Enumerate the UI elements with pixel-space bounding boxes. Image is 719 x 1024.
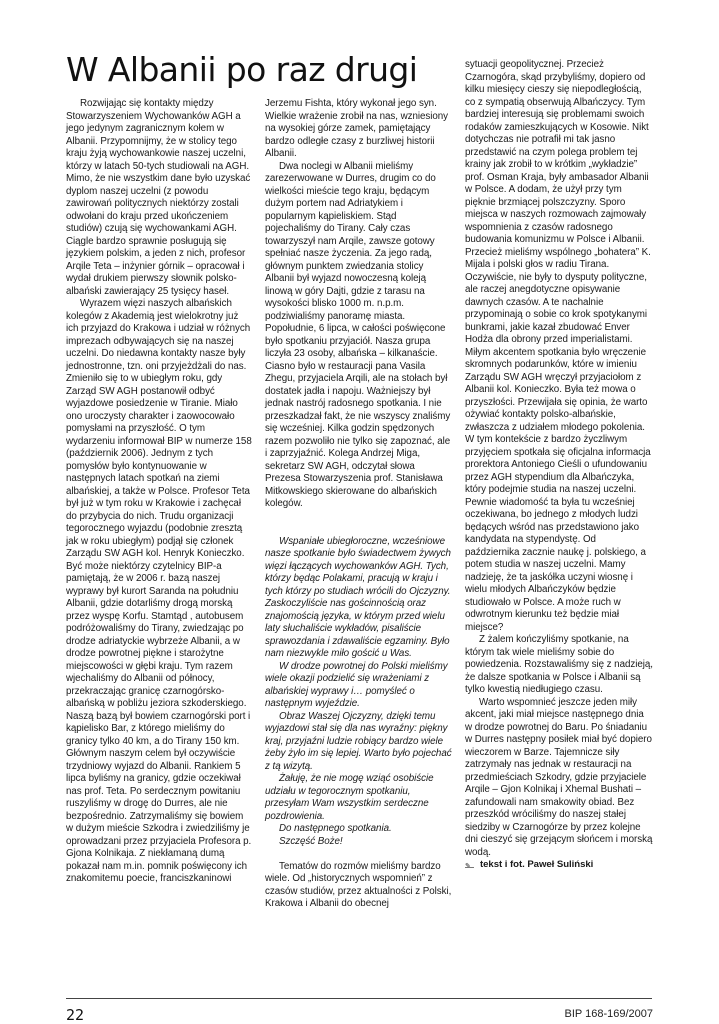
footer-issue: BIP 168-169/2007 [564, 1008, 653, 1020]
spacer [265, 511, 453, 524]
article-title: W Albanii po raz drugi [66, 50, 418, 89]
letter-closing: Szczęść Boże! [279, 835, 343, 847]
quoted-letter [265, 536, 453, 849]
paragraph: Dwa noclegi w Albanii mieliśmy zarezerwowane w Durres, drugim co do wielkości mieście tego kraju, będącym dużym portem nad Adriatykiem i popularnym kąpieliskiem. Stąd pojechaliśmy do Tirany. Cały czas towarzyszył nam Arqile, zawsze gotowy spełniać nasze życzenia. Za jego radą, głównym punktem zwiedzania stolicy Albanii był wyjazd nowoczesną koleją linową w góry Dajti, gdzie z tarasu na wysokości blisko 1000 m. n.p.m. podziwialiśmy panoramę miasta. Popołudnie, 6 lipca, w całości poświęcone było spotkaniu przyjaciół. Nasza grupa liczyła 23 osoby, albańska – kilkanaście. Ciasno było w restauracji pana Vasila Zhegu, przyjaciela Arqili, ale na stołach był dostatek jadła i napoju. Ważniejszy był jednak nastrój radosnego spotkania. I nie przeszkadzał fakt, że nie wszyscy znaliśmy się wcześniej. Kilka godzin spędzonych razem pozwoliło nie tylko się zapoznać, ale i zaprzyjaźnić. Kolega Andrzej Miga, sekretarz SW AGH, odczytał słowa Prezesa Stowarzyszenia prof. Stanisława Mitkowskiego skierowane do albańskich kolegów. [265, 160, 451, 509]
credit-text: tekst i fot. Paweł Suliński [480, 859, 594, 870]
article-column-3 [465, 59, 653, 872]
footer-rule [66, 998, 652, 999]
page-number: 22 [66, 1006, 85, 1024]
letter-closing: Do następnego spotkania. [279, 823, 392, 834]
paragraph: Rozwijając się kontakty między Stowarzyszeniem Wychowanków AGH a jego jedynym zagranicznym kołem w Albanii. Przypomnijmy, że w stolicy tego kraju żyją wychowankowie naszej uczelni, którzy w latach 50-tych studiowali na AGH. Mimo, że nie wszystkim dane było uzyskać dyplom naszej uczelni (z powodu zawirowań politycznych niektórzy zostali odwołani do kraju przed ukończeniem studiów) czują się wychowankami AGH. Ciągle bardzo sprawnie posługują się językiem polskim, a jeden z nich, profesor Arqile Teta – inżynier górnik – opracował i wydał drukiem pierwszy słownik polsko-albański zawierający 25 tysięcy haseł. [66, 98, 251, 297]
spacer [265, 523, 453, 536]
author-credit [465, 859, 653, 872]
paragraph: Tematów do rozmów mieliśmy bardzo wiele. Od „historycznych wspomnień” z czasów studiów, przez aktualności z Polski, Krakowa i Albanii do obecnej [265, 860, 452, 909]
paragraph: Wyrazem więzi naszych albańskich kolegów z Akademią jest wielokrotny już ich przyjazd do Krakowa i udział w różnych imprezach odbywających się na naszej uczelni. Do niedawna kontakty nasze były jednostronne, tzn. oni przyjeżdżali do nas. Zmieniło się to w ubiegłym roku, gdy Zarząd SW AGH postanowił odbyć wyjazdowe posiedzenie w Tiranie. Miało ono uroczysty charakter i zaowocowało pomysłami na przyszłość. O tym wydarzeniu informował BIP w numerze 158 (październik 2006). Jednym z tych pomysłów było kontynuowanie w następnych latach spotkań na ziemi albańskiej, a także w Polsce. Profesor Teta był już w tym roku w Krakowie i zachęcał do przybycia do nich. Trudu organizacji tegorocznego wyjazdu (podobnie zresztą jak w roku ubiegłym) podjął się członek Zarządu SW AGH kol. Henryk Konieczko. Być może niektórzy czytelnicy BIP-a pamiętają, że w 2006 r. bazą naszej wyprawy był kurort Saranda na południu Albanii, gdzie dotarliśmy drogą morską przez wyspę Korfu. Stamtąd , autobusem podróżowaliśmy do Tirany, zwiedzając po drodze adriatyckie wybrzeże Albanii, a w drodze powrotnej piękne i starożytne miejscowości w głębi kraju. Tym razem wjechaliśmy do Albanii od północy, przekraczając granicę czarnogórsko-albańską w pobliżu jeziora szkoderskiego. Naszą bazą był bowiem czarnogórski port i kąpielisko Bar, z którego mieliśmy do granicy tylko 40 km, a do Tirany 150 km. Głównym naszym celem był oczywiście trzydniowy wyjazd do Albanii. Rankiem 5 lipca byliśmy na granicy, gdzie oczekiwał nas prof. Teta. Po serdecznym powitaniu ruszyliśmy w drogę do Durres, ale nie bezpośrednio. Zatrzymaliśmy się bowiem w dużym mieście Szkodra i zwiedziliśmy je oprowadzani przez przyjaciela Profesora p. Gjona Kolnikaja. Z niekłamaną dumą pokazał nam m.in. pomnik poświęcony ich znakomitemu poecie, franciszkaninowi [66, 298, 252, 884]
paragraph: Warto wspomnieć jeszcze jeden miły akcent, jaki miał miejsce następnego dnia w drodze powrotnej do Baru. Po śniadaniu w Durres następny posiłek miał być dopiero wieczorem w Barze. Tajemnicze siły zatrzymały nas jednak w restauracji na przedmieściach Szkodry, gdzie przyjaciele Arqile – Gjon Kolnikaj i Xhemal Bushati – zafundowali nam smakowity obiad. Bez przeszkód wróciliśmy do naszej stałej siedziby w Czarnogórze by przez kolejne dni cieszyć się grzejącym słońcem i morską wodą. [465, 696, 653, 858]
paragraph: Z żalem kończyliśmy spotkanie, na którym tak wiele mieliśmy sobie do powiedzenia. Rozstawaliśmy się z nadzieją, że dalsze spotkania w Polsce i Albanii są tylko kwestią niedługiego czasu. [465, 634, 653, 695]
pen-icon: ✎ [465, 861, 474, 868]
article-column-2 [265, 98, 453, 911]
paragraph: sytuacji geopolitycznej. Przecież Czarnogóra, skąd przybyliśmy, dopiero od kilku miesięcy cieszy się niepodległością, co z sympatią obserwują Albańczycy. Tym bardziej interesują się problemami swoich rodaków zamieszkujących w Kosowie. Nikt dotychczas nie potrafił mi tak jasno przedstawić na czym polega problem tej krainy jak zrobił to w krótkim „wykładzie” prof. Osman Kraja, były ambasador Albanii w Polsce. A dodam, że użył przy tym pięknie brzmiącej polszczyzny. Sporo miejsca w naszych rozmowach zajmowały wspomnienia z czasów radosnego budowania komunizmu w Polsce i Albanii. Przecież mieliśmy wspólnego „bohatera” K. Mijala i polski głos w radiu Tirana. Oczywiście, nie były to dysputy polityczne, ale raczej anegdotyczne opisywanie dawnych czasów. A te nachalnie przypominają o sobie co krok spotykanymi bunkrami, jakie kazał zbudować Enver Hodża dla obrony przed imperialistami. Miłym akcentem spotkania było wręczenie skromnych podarunków, które w imieniu Zarządu SW AGH wręczył przyjaciołom z Albanii kol. Konieczko. Była też mowa o przyszłości. Przewijała się opinia, że warto ożywiać kontakty polsko-albańskie, zwłaszcza z udziałem młodego pokolenia. W tym kontekście z bardzo życzliwym przyjęciem spotkała się oficjalna informacja prorektora Antoniego Cieśli o ufundowaniu przez AGH stypendium dla Albańczyka, który podejmie studia na naszej uczelni. Pewnie wiadomość ta była tu wcześniej oczekiwana, bo jednego z młodych ludzi będących wśród nas przedstawiono jako kandydata na stypendystę. Od października zacznie naukę j. polskiego, a potem studia w naszej uczelni. Mamy nadzieję, że ta jaskółka uczyni wiosnę i wielu młodych Albańczyków będzie studiowało w Polsce. A może ruch w odwrotnym kierunku też będzie miał miejsce? [465, 59, 651, 633]
article-column-1 [66, 98, 252, 886]
letter-paragraph: Obraz Waszej Ojczyzny, dzięki temu wyjazdowi stał się dla nas wyraźny: piękny kraj, przyjaźni ludzie robiący bardzo wiele żeby żyło im się lepiej. Warto było pojechać z tą wizytą. [265, 710, 452, 772]
letter-paragraph: W drodze powrotnej do Polski mieliśmy wiele okazji podzielić się wrażeniami z albańskiej wyprawy i… pomyśleć o następnym wyjeździe. [265, 660, 448, 709]
paragraph: Jerzemu Fishta, który wykonał jego syn. Wielkie wrażenie zrobił na nas, wzniesiony na wysokiej górze zamek, pamiętający bardzo odległe czasy z burzliwej historii Albanii. [265, 98, 449, 159]
letter-paragraph: Żałuję, że nie mogę wziąć osobiście udziału w tegorocznym spotkaniu, przesyłam Wam wszystkim serdeczne pozdrowienia. [265, 773, 434, 822]
spacer [265, 848, 453, 861]
letter-paragraph: Wspaniałe ubiegłoroczne, wcześniowe nasze spotkanie było świadectwem żywych więzi łączących wychowanków AGH. Tych, którzy będąc Polakami, pracują w kraju i tych którzy po studiach wrócili do Ojczyzny. Zaskoczyliście nas gościnnością oraz znajomością języka, w którym przed wielu laty słuchaliście wykładów, pisaliście sprawozdania i zdawaliście egzaminy. Było nam niezwykle miło gościć u Was. [265, 535, 451, 659]
